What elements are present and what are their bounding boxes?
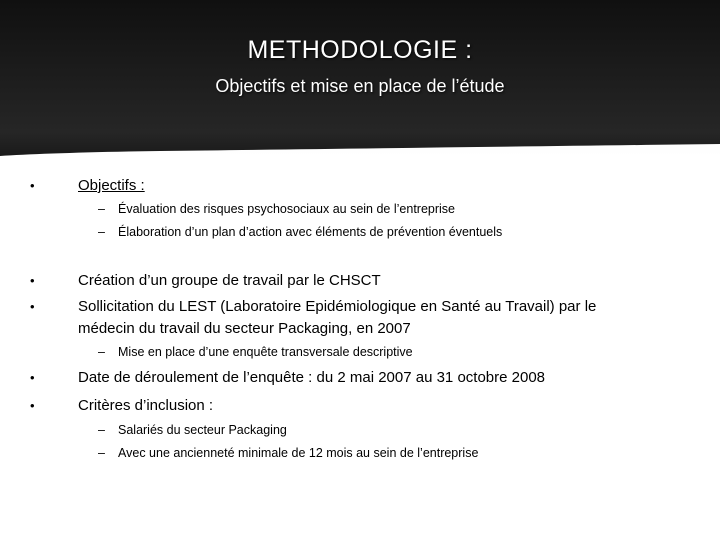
bullet-marker: • [30, 273, 35, 288]
sub-item-enquete: Mise en place d’une enquête transversale descriptive [118, 345, 413, 359]
bullet-objectifs: Objectifs : [78, 177, 145, 194]
bullet-date-deroulement: Date de déroulement de l’enquête : du 2 mai 2007 au 31 octobre 2008 [78, 369, 546, 386]
dash-marker: – [98, 345, 105, 359]
bullet-marker: • [30, 178, 35, 193]
dash-marker: – [98, 446, 105, 460]
dash-marker: – [98, 423, 105, 437]
dash-marker: – [98, 202, 105, 216]
bullet-creation-groupe: Création d’un groupe de travail par le CHSCT [78, 272, 381, 289]
page-subtitle: Objectifs et mise en place de l’étude [215, 76, 505, 96]
sub-item-elaboration: Élaboration d’un plan d’action avec éléments de prévention éventuels [118, 225, 503, 239]
bullet-sollicitation-line2: médecin du travail du secteur Packaging, en 2007 [78, 320, 411, 337]
dash-marker: – [98, 225, 105, 239]
sub-item-evaluation: Évaluation des risques psychosociaux au sein de l’entreprise [118, 202, 455, 216]
page-title: METHODOLOGIE : [247, 36, 473, 64]
bullet-criteres-inclusion: Critères d’inclusion : [78, 397, 214, 414]
bullet-marker: • [30, 299, 35, 314]
bullet-marker: • [30, 398, 35, 413]
bullet-sollicitation-line1: Sollicitation du LEST (Laboratoire Epidémiologique en Santé au Travail) par le [78, 298, 597, 315]
sub-item-anciennete: Avec une ancienneté minimale de 12 mois au sein de l’entreprise [118, 446, 479, 460]
bullet-marker: • [30, 370, 35, 385]
sub-item-salaries: Salariés du secteur Packaging [118, 423, 287, 437]
